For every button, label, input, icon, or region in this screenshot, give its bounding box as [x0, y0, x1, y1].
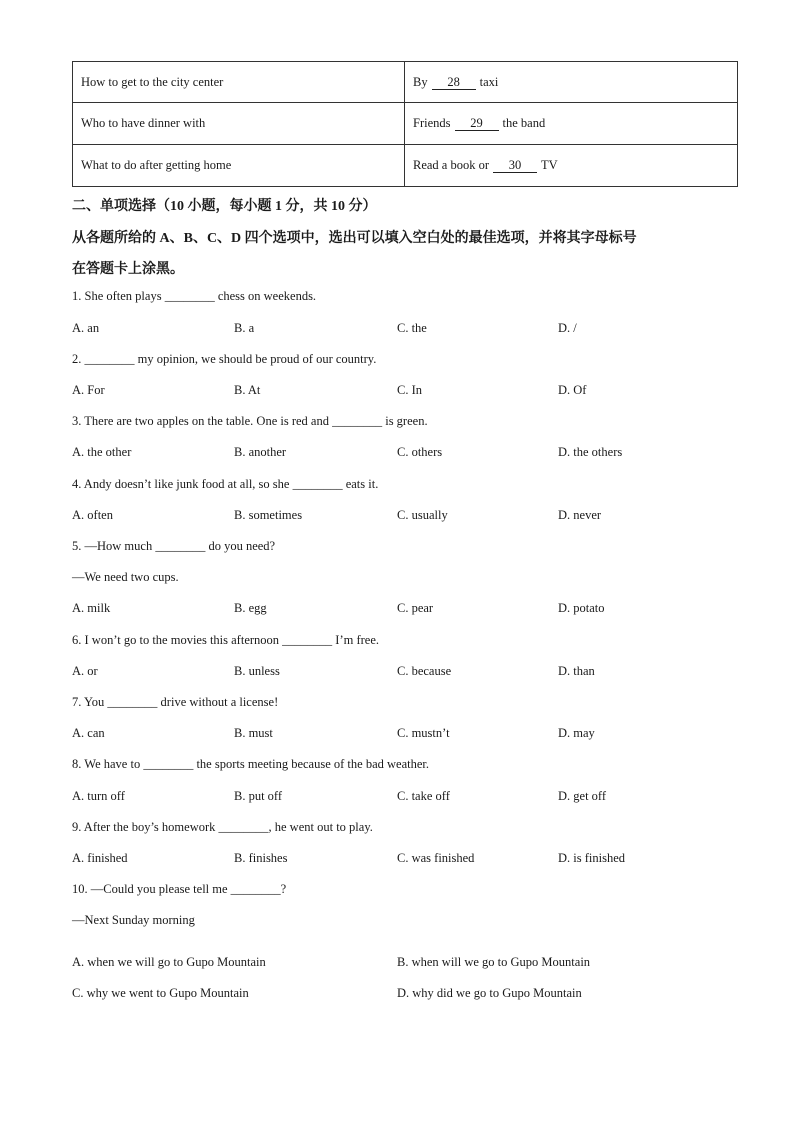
question-stem-5: 5. —How much ________ do you need? — [72, 539, 276, 553]
table-cell-question: How to get to the city center — [73, 62, 405, 103]
option-2a: A. For — [72, 383, 105, 397]
option-3a: A. the other — [72, 445, 132, 459]
option-2d: D. Of — [558, 383, 587, 397]
option-7b: B. must — [234, 726, 273, 740]
option-5a: A. milk — [72, 601, 111, 615]
option-7a: A. can — [72, 726, 105, 740]
option-5d: D. potato — [558, 601, 605, 615]
section-heading: 二、单项选择（10 小题，每小题 1 分，共 10 分） — [72, 199, 377, 214]
question-stem-7: 7. You ________ drive without a license! — [72, 695, 279, 709]
info-table — [72, 61, 738, 187]
option-9d: D. is finished — [558, 851, 626, 865]
option-5b: B. egg — [234, 601, 267, 615]
section-instruction-cont: 在答题卡上涂黑。 — [72, 262, 184, 277]
option-3c: C. others — [397, 445, 443, 459]
option-8d: D. get off — [558, 789, 607, 803]
table-row — [73, 145, 738, 187]
option-7c: C. mustn’t — [397, 726, 450, 740]
table-row — [73, 103, 738, 145]
answer-prefix: Friends — [413, 116, 451, 130]
answer-prefix: Read a book or — [413, 158, 490, 172]
option-8c: C. take off — [397, 789, 450, 803]
table-cell-question: What to do after getting home — [73, 145, 405, 187]
option-3b: B. another — [234, 445, 287, 459]
question-stem-8: 8. We have to ________ the sports meeting because of the bad weather. — [72, 757, 429, 771]
option-1a: A. an — [72, 321, 100, 335]
option-3d: D. the others — [558, 445, 623, 459]
table-cell-answer — [405, 103, 738, 145]
option-4a: A. often — [72, 508, 113, 522]
table-row — [73, 62, 738, 103]
option-4d: D. never — [558, 508, 602, 522]
section-instruction: 从各题所给的 A、B、C、D 四个选项中，选出可以填入空白处的最佳选项，并将其字母标号 — [72, 231, 637, 246]
option-6b: B. unless — [234, 664, 280, 678]
option-6c: C. because — [397, 664, 452, 678]
option-9a: A. finished — [72, 851, 128, 865]
question-stem-10-reply: —Next Sunday morning — [72, 913, 195, 927]
answer-suffix: the band — [502, 116, 546, 130]
option-10c: C. why we went to Gupo Mountain — [72, 986, 249, 1000]
option-4c: C. usually — [397, 508, 448, 522]
question-stem-6: 6. I won’t go to the movies this afternoon ________ I’m free. — [72, 633, 380, 647]
table-cell-answer — [405, 62, 738, 103]
question-stem-1: 1. She often plays ________ chess on weekends. — [72, 289, 317, 303]
answer-blank: 30 — [493, 159, 537, 173]
question-stem-5-reply: —We need two cups. — [72, 570, 179, 584]
option-2c: C. In — [397, 383, 422, 397]
option-9c: C. was finished — [397, 851, 475, 865]
option-6d: D. than — [558, 664, 595, 678]
question-stem-2: 2. ________ my opinion, we should be proud of our country. — [72, 352, 377, 366]
option-5c: C. pear — [397, 601, 434, 615]
option-1b: B. a — [234, 321, 255, 335]
answer-blank: 29 — [455, 117, 499, 131]
question-stem-3: 3. There are two apples on the table. One is red and ________ is green. — [72, 414, 428, 428]
table-cell-answer — [405, 145, 738, 187]
answer-prefix: By — [413, 74, 428, 89]
option-9b: B. finishes — [234, 851, 288, 865]
question-stem-4: 4. Andy doesn’t like junk food at all, so she ________ eats it. — [72, 477, 379, 491]
option-10d: D. why did we go to Gupo Mountain — [397, 986, 582, 1000]
question-stem-9: 9. After the boy’s homework ________, he went out to play. — [72, 820, 373, 834]
option-10a: A. when we will go to Gupo Mountain — [72, 955, 266, 969]
option-7d: D. may — [558, 726, 595, 740]
option-1c: C. the — [397, 321, 427, 335]
option-8a: A. turn off — [72, 789, 125, 803]
table-cell-question: Who to have dinner with — [73, 103, 405, 145]
answer-suffix: taxi — [479, 74, 499, 89]
answer-blank: 28 — [432, 76, 476, 90]
option-8b: B. put off — [234, 789, 283, 803]
option-2b: B. At — [234, 383, 261, 397]
option-6a: A. or — [72, 664, 98, 678]
option-4b: B. sometimes — [234, 508, 303, 522]
answer-suffix: TV — [541, 158, 558, 172]
option-10b: B. when will we go to Gupo Mountain — [397, 955, 591, 969]
question-stem-10: 10. —Could you please tell me ________? — [72, 882, 287, 896]
option-1d: D. / — [558, 321, 577, 335]
